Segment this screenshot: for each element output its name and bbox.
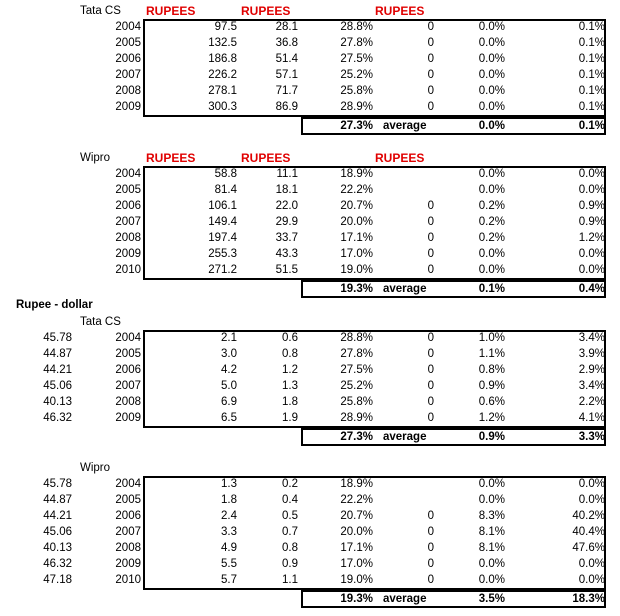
data-cell: 25.2% [340,380,373,392]
data-cell: 19.0% [340,264,373,276]
year-label: 2009 [115,101,141,113]
data-cell: 255.3 [208,248,237,260]
data-cell: 0.1% [578,21,605,33]
average-label: average [383,120,427,132]
data-cell: 0.2% [478,216,505,228]
data-cell: 0 [427,364,434,376]
data-cell: 81.4 [214,184,237,196]
data-cell: 0.0% [478,53,505,65]
currency-header: RUPEES [241,4,291,18]
data-cell: 2.1 [221,332,237,344]
data-cell: 1.0% [478,332,505,344]
exchange-rate: 46.32 [43,412,72,424]
data-cell: 0.9 [282,558,298,570]
data-cell: 25.8% [340,396,373,408]
data-cell: 0.9% [578,200,605,212]
data-cell: 0 [427,53,434,65]
data-cell: 22.0 [275,200,298,212]
section-heading: Rupee - dollar [16,299,93,311]
data-cell: 0.2% [478,200,505,212]
currency-header: RUPEES [375,4,425,18]
data-cell: 18.1 [275,184,298,196]
data-cell: 3.4% [578,380,605,392]
exchange-rate: 45.06 [43,526,72,538]
data-cell: 3.3 [221,526,237,538]
currency-header: RUPEES [375,151,425,165]
data-cell: 1.2 [282,364,298,376]
data-cell: 17.0% [340,248,373,260]
data-cell: 6.5 [221,412,237,424]
exchange-rate: 40.13 [43,396,72,408]
data-cell: 97.5 [214,21,237,33]
data-cell: 149.4 [208,216,237,228]
data-cell: 0.0% [578,574,605,586]
average-label: average [383,431,427,443]
company-label: Tata CS [80,5,121,17]
data-cell: 28.9% [340,412,373,424]
data-cell: 17.0% [340,558,373,570]
data-cell: 28.1 [275,21,298,33]
data-cell: 0.0% [478,21,505,33]
data-cell: 27.8% [340,348,373,360]
data-cell: 0.0% [478,494,505,506]
data-cell: 0.0% [478,168,505,180]
data-cell: 0 [427,37,434,49]
average-value: 0.1% [578,120,605,132]
currency-header: RUPEES [146,151,196,165]
data-cell: 22.2% [340,494,373,506]
year-label: 2005 [115,494,141,506]
data-cell: 6.9 [221,396,237,408]
data-cell: 0 [427,574,434,586]
currency-header: RUPEES [241,151,291,165]
year-label: 2004 [115,478,141,490]
data-cell: 47.6% [572,542,605,554]
data-cell: 0.0% [478,184,505,196]
data-cell: 1.9 [282,412,298,424]
data-table-border [143,166,606,280]
year-label: 2008 [115,85,141,97]
currency-header: RUPEES [146,4,196,18]
year-label: 2010 [115,574,141,586]
average-value: 18.3% [572,593,605,605]
data-cell: 0.0% [578,248,605,260]
data-cell: 0 [427,216,434,228]
data-cell: 0 [427,558,434,570]
year-label: 2009 [115,248,141,260]
year-label: 2010 [115,264,141,276]
data-table-border [143,476,606,590]
data-cell: 0 [427,200,434,212]
data-cell: 0 [427,248,434,260]
data-cell: 0 [427,101,434,113]
year-label: 2008 [115,232,141,244]
data-cell: 1.1 [282,574,298,586]
data-cell: 197.4 [208,232,237,244]
data-cell: 0 [427,542,434,554]
data-cell: 0 [427,510,434,522]
data-table-border [143,330,606,428]
data-cell: 1.3 [221,478,237,490]
data-cell: 25.8% [340,85,373,97]
data-cell: 8.1% [478,526,505,538]
data-cell: 1.2% [478,412,505,424]
data-cell: 3.0 [221,348,237,360]
data-cell: 8.3% [478,510,505,522]
data-cell: 0 [427,396,434,408]
company-label: Wipro [80,152,111,164]
data-cell: 271.2 [208,264,237,276]
average-label: average [383,283,427,295]
exchange-rate: 44.87 [43,348,72,360]
data-cell: 278.1 [208,85,237,97]
company-label: Tata CS [80,316,121,328]
data-cell: 40.2% [572,510,605,522]
data-cell: 0.0% [578,558,605,570]
data-cell: 0.1% [578,85,605,97]
year-label: 2006 [115,364,141,376]
data-cell: 11.1 [276,168,298,180]
data-cell: 0 [427,85,434,97]
data-cell: 0.7 [282,526,298,538]
data-cell: 0 [427,232,434,244]
data-cell: 0.0% [578,184,605,196]
data-cell: 106.1 [208,200,237,212]
data-cell: 17.1% [340,232,373,244]
exchange-rate: 46.32 [43,558,72,570]
data-cell: 0.4 [282,494,298,506]
data-cell: 4.1% [578,412,605,424]
data-cell: 43.3 [275,248,298,260]
data-cell: 0 [427,21,434,33]
data-cell: 0 [427,380,434,392]
data-cell: 0.0% [478,37,505,49]
data-cell: 5.0 [221,380,237,392]
data-cell: 20.7% [340,510,373,522]
data-cell: 0.8% [478,364,505,376]
data-cell: 0.6 [282,332,298,344]
average-value: 19.3% [340,283,373,295]
data-cell: 0.2% [478,232,505,244]
year-label: 2004 [115,21,141,33]
year-label: 2009 [115,412,141,424]
data-cell: 186.8 [208,53,237,65]
data-cell: 0.9% [578,216,605,228]
data-cell: 0 [427,69,434,81]
data-cell: 1.1% [478,348,505,360]
average-label: average [383,593,427,605]
data-cell: 1.2% [578,232,605,244]
year-label: 2006 [115,200,141,212]
average-value: 27.3% [340,431,373,443]
exchange-rate: 45.78 [43,478,72,490]
year-label: 2007 [115,526,141,538]
company-label: Wipro [80,462,111,474]
year-label: 2004 [115,332,141,344]
data-cell: 5.7 [221,574,237,586]
year-label: 2005 [115,37,141,49]
data-cell: 0.8 [282,542,298,554]
year-label: 2004 [115,168,141,180]
data-cell: 22.2% [340,184,373,196]
data-cell: 0.1% [578,53,605,65]
average-value: 0.9% [478,431,505,443]
exchange-rate: 45.78 [43,332,72,344]
data-cell: 2.4 [221,510,237,522]
data-cell: 20.0% [340,526,373,538]
data-cell: 58.8 [214,168,237,180]
data-cell: 0.9% [478,380,505,392]
average-value: 3.3% [578,431,605,443]
data-cell: 1.3 [282,380,298,392]
year-label: 2009 [115,558,141,570]
data-cell: 132.5 [208,37,237,49]
data-cell: 0.8 [282,348,298,360]
exchange-rate: 47.18 [43,574,72,586]
average-value: 27.3% [340,120,373,132]
data-cell: 0.0% [578,168,605,180]
data-cell: 86.9 [275,101,298,113]
data-cell: 27.5% [340,364,373,376]
data-cell: 0 [427,332,434,344]
data-cell: 1.8 [282,396,298,408]
exchange-rate: 44.87 [43,494,72,506]
data-cell: 2.9% [578,364,605,376]
data-cell: 3.4% [578,332,605,344]
average-value: 19.3% [340,593,373,605]
exchange-rate: 40.13 [43,542,72,554]
data-cell: 17.1% [340,542,373,554]
year-label: 2005 [115,348,141,360]
data-cell: 4.9 [221,542,237,554]
data-cell: 0 [427,526,434,538]
data-table-border [143,19,606,117]
data-cell: 2.2% [578,396,605,408]
data-cell: 71.7 [275,85,298,97]
year-label: 2005 [115,184,141,196]
year-label: 2007 [115,216,141,228]
data-cell: 0.0% [578,478,605,490]
data-cell: 20.7% [340,200,373,212]
data-cell: 28.8% [340,332,373,344]
data-cell: 29.9 [275,216,298,228]
exchange-rate: 44.21 [43,510,72,522]
data-cell: 36.8 [275,37,298,49]
data-cell: 27.8% [340,37,373,49]
data-cell: 27.5% [340,53,373,65]
data-cell: 0.1% [578,37,605,49]
data-cell: 0.0% [578,264,605,276]
data-cell: 0.0% [478,478,505,490]
data-cell: 0.0% [478,248,505,260]
data-cell: 18.9% [340,478,373,490]
data-cell: 5.5 [221,558,237,570]
data-cell: 25.2% [340,69,373,81]
data-cell: 57.1 [275,69,298,81]
data-cell: 28.8% [340,21,373,33]
data-cell: 40.4% [572,526,605,538]
data-cell: 3.9% [578,348,605,360]
data-cell: 0 [427,264,434,276]
data-cell: 19.0% [340,574,373,586]
exchange-rate: 44.21 [43,364,72,376]
data-cell: 8.1% [478,542,505,554]
average-value: 3.5% [478,593,505,605]
data-cell: 51.4 [275,53,298,65]
data-cell: 33.7 [275,232,298,244]
data-cell: 0.0% [478,69,505,81]
average-value: 0.4% [578,283,605,295]
average-value: 0.1% [478,283,505,295]
data-cell: 20.0% [340,216,373,228]
data-cell: 0.0% [478,558,505,570]
data-cell: 51.5 [275,264,298,276]
data-cell: 0.0% [478,574,505,586]
data-cell: 0.0% [478,101,505,113]
year-label: 2007 [115,69,141,81]
average-value: 0.0% [478,120,505,132]
year-label: 2006 [115,510,141,522]
data-cell: 0 [427,348,434,360]
data-cell: 1.8 [221,494,237,506]
data-cell: 300.3 [208,101,237,113]
data-cell: 0.1% [578,101,605,113]
year-label: 2008 [115,396,141,408]
data-cell: 0.1% [578,69,605,81]
data-cell: 0.2 [282,478,298,490]
exchange-rate: 45.06 [43,380,72,392]
data-cell: 0.0% [478,85,505,97]
data-cell: 0.0% [578,494,605,506]
data-cell: 28.9% [340,101,373,113]
data-cell: 18.9% [340,168,373,180]
data-cell: 0.5 [282,510,298,522]
data-cell: 226.2 [208,69,237,81]
data-cell: 4.2 [221,364,237,376]
year-label: 2006 [115,53,141,65]
data-cell: 0 [427,412,434,424]
year-label: 2008 [115,542,141,554]
year-label: 2007 [115,380,141,392]
data-cell: 0.0% [478,264,505,276]
data-cell: 0.6% [478,396,505,408]
